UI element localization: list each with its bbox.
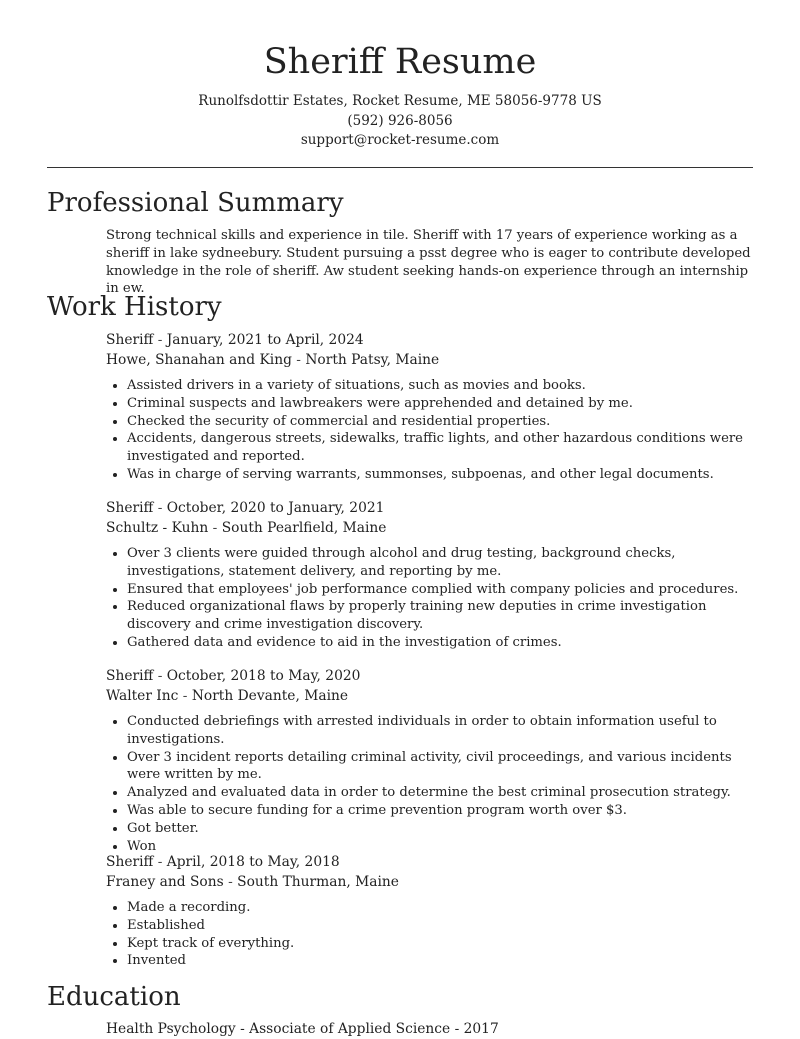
education-entry: Health Psychology - Associate of Applied Science - 2017 [106, 1021, 499, 1037]
separator: - [178, 688, 192, 704]
job-location: South Pearlfield, Maine [221, 520, 387, 536]
job-bullet: • Ensured that employees' job performance complied with company policies and procedures. [127, 581, 753, 599]
job-bullets [106, 899, 753, 970]
job-bullet: • Won [127, 838, 753, 856]
separator: - [153, 500, 167, 516]
summary-section [106, 227, 753, 298]
job-bullet: • Got better. [127, 820, 753, 838]
job-dates: January, 2021 to April, 2024 [166, 332, 364, 348]
job-bullet: • Analyzed and evaluated data in order to determine the best criminal prosecution strategy. [127, 784, 753, 802]
job-bullet: • Reduced organizational flaws by properly training new deputies in crime investigation discovery and crime investigation discovery. [127, 598, 753, 634]
separator: - [223, 874, 238, 890]
job-bullet: • Established [127, 917, 753, 935]
job-title: Sheriff [106, 500, 154, 516]
job-dates: October, 2018 to May, 2020 [166, 668, 361, 684]
job-entry [106, 667, 753, 855]
separator: - [153, 854, 167, 870]
job-bullet: • Kept track of everything. [127, 935, 753, 953]
job-company: Howe, Shanahan and King [106, 352, 292, 368]
job-entry [106, 331, 753, 484]
education-section [106, 1020, 753, 1039]
education-heading: Education [47, 982, 181, 1012]
job-entry [106, 499, 753, 652]
job-company-line [106, 351, 753, 370]
job-title: Sheriff [106, 854, 154, 870]
job-title-line [106, 331, 753, 350]
header-divider [47, 167, 753, 168]
job-bullet: • Was in charge of serving warrants, summonses, subpoenas, and other legal documents. [127, 466, 753, 484]
job-company-line [106, 687, 753, 706]
summary-heading: Professional Summary [47, 188, 344, 218]
job-company: Schultz - Kuhn [106, 520, 209, 536]
job-bullet: • Assisted drivers in a variety of situations, such as movies and books. [127, 377, 753, 395]
job-title-line [106, 499, 753, 518]
contact-info [0, 92, 800, 151]
phone-line: (592) 926-8056 [347, 112, 453, 129]
job-title-line [106, 667, 753, 686]
summary-text: Strong technical skills and experience in tile. Sheriff with 17 years of experience working as a sheriff in lake sydneebury. Student pursuing a psst degree who is eager to contribute developed knowledge in the role of sheriff. Aw student seeking hands-on experience through an internship in ew. [106, 228, 751, 297]
email-line: support@rocket-resume.com [300, 132, 500, 148]
job-bullet: • Made a recording. [127, 899, 753, 917]
job-location: North Patsy, Maine [305, 352, 440, 368]
job-location: North Devante, Maine [191, 688, 349, 704]
job-bullet: • Conducted debriefings with arrested individuals in order to obtain information useful to investigations. [127, 713, 753, 749]
job-dates: October, 2020 to January, 2021 [166, 500, 385, 516]
job-bullet: • Checked the security of commercial and residential properties. [127, 413, 753, 431]
resume-header [0, 0, 800, 151]
separator: - [291, 352, 306, 368]
resume-name: Sheriff Resume [263, 42, 537, 82]
job-dates: April, 2018 to May, 2018 [166, 854, 340, 870]
job-title: Sheriff [106, 668, 154, 684]
job-company: Franey and Sons [106, 874, 224, 890]
job-bullet: • Over 3 incident reports detailing criminal activity, civil proceedings, and various incidents were written by me. [127, 749, 753, 785]
job-title: Sheriff [106, 332, 154, 348]
job-bullets [106, 545, 753, 652]
job-bullet: • Was able to secure funding for a crime prevention program worth over $3. [127, 802, 753, 820]
job-company: Walter Inc [106, 688, 179, 704]
job-bullet: • Over 3 clients were guided through alcohol and drug testing, background checks, investigations, statement delivery, and reporting by me. [127, 545, 753, 581]
job-title-line [106, 853, 753, 872]
job-bullet: • Criminal suspects and lawbreakers were apprehended and detained by me. [127, 395, 753, 413]
separator: - [153, 668, 167, 684]
job-entry [106, 853, 753, 970]
job-bullets [106, 377, 753, 484]
job-company-line [106, 873, 753, 892]
job-bullet: • Gathered data and evidence to aid in the investigation of crimes. [127, 634, 753, 652]
separator: - [153, 332, 167, 348]
job-location: South Thurman, Maine [237, 874, 399, 890]
job-bullet: • Invented [127, 952, 753, 970]
separator: - [208, 520, 222, 536]
work-history-heading: Work History [47, 292, 222, 322]
job-bullet: • Accidents, dangerous streets, sidewalks, traffic lights, and other hazardous conditions were investigated and reported. [127, 430, 753, 466]
address-line: Runolfsdottir Estates, Rocket Resume, ME 58056-9778 US [198, 93, 602, 109]
job-bullets [106, 713, 753, 855]
job-company-line [106, 519, 753, 538]
